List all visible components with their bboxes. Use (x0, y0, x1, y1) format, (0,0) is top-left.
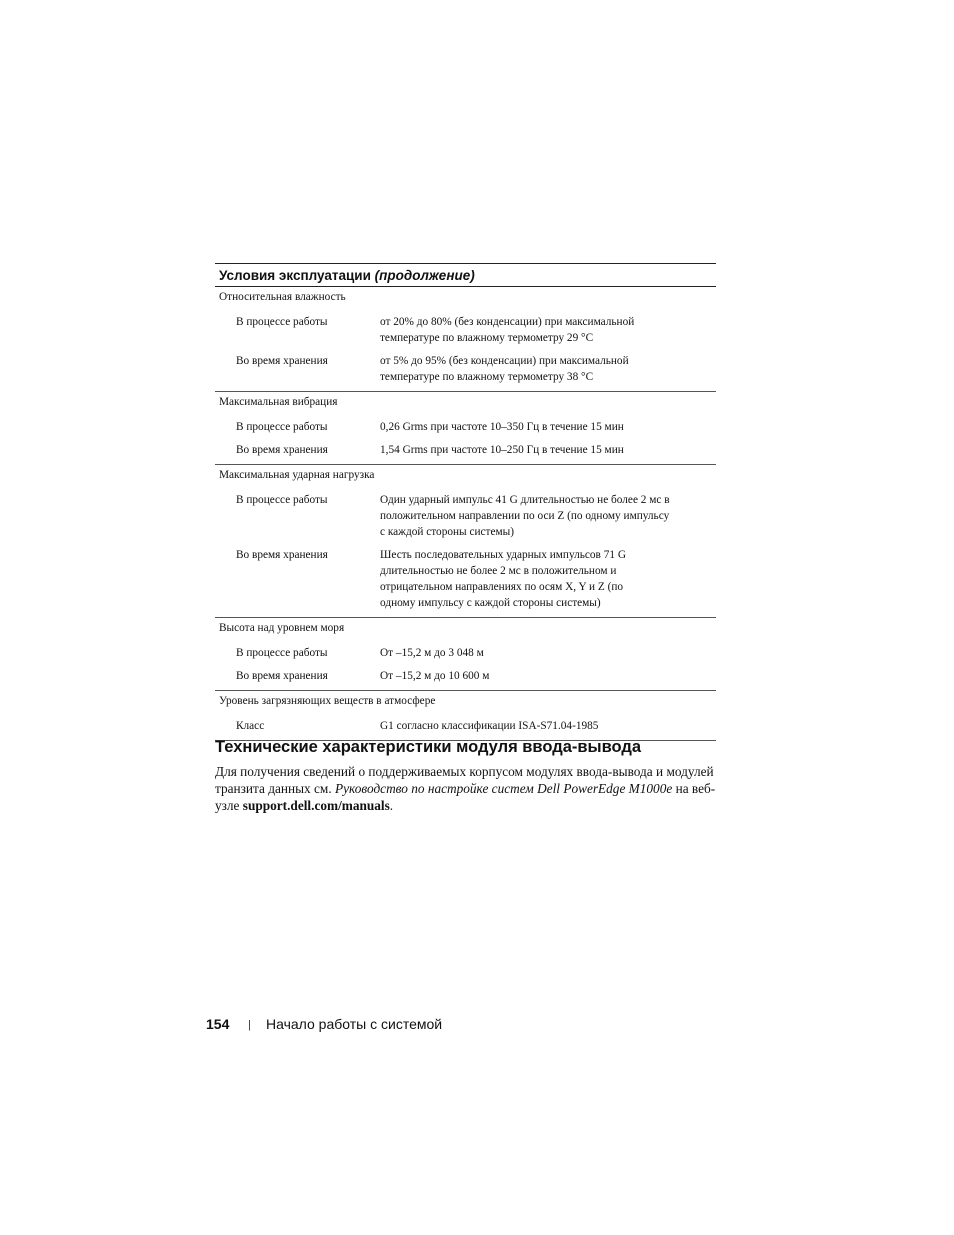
group-title: Максимальная вибрация (219, 396, 338, 408)
row-label: Класс (236, 720, 265, 732)
value-line: от 5% до 95% (без конденсации) при максимальной (380, 355, 629, 367)
table-row (215, 419, 716, 435)
value-line: Один ударный импульс 41 G длительностью не более 2 мс в (380, 494, 670, 506)
value-line: отрицательном направлениях по осям X, Y и Z (по (380, 581, 624, 593)
row-label: Во время хранения (236, 549, 328, 561)
support-link[interactable]: support.dell.com/manuals (242, 798, 390, 813)
value-line: температуре по влажному термометру 38 °C (380, 371, 594, 383)
row-value (380, 353, 695, 385)
row-label: В процессе работы (236, 647, 328, 659)
paragraph-text: на веб- (672, 781, 716, 796)
table-row (215, 442, 716, 458)
value-line: 0,26 Grms при частоте 10–350 Гц в течение 15 мин (380, 421, 624, 433)
environment-table (215, 263, 716, 741)
row-label: В процессе работы (236, 421, 328, 433)
value-line: положительном направлении по оси Z (по одному импульсу (380, 510, 670, 522)
row-value (380, 314, 695, 346)
group-title: Относительная влажность (219, 291, 346, 303)
row-value (380, 547, 695, 611)
table-header-title: Условия эксплуатации (219, 268, 371, 283)
row-value (380, 419, 695, 435)
value-line: G1 согласно классификации ISA-S71.04-1985 (380, 720, 599, 732)
row-value (380, 668, 695, 684)
paragraph-text: транзита данных см. (215, 781, 335, 796)
table-row (215, 668, 716, 684)
value-line: с каждой стороны системы) (380, 526, 514, 538)
row-value (380, 718, 695, 734)
section-heading: Технические характеристики модуля ввода-вывода (215, 738, 642, 756)
value-line: Шесть последовательных ударных импульсов 71 G (380, 549, 626, 561)
value-line: От –15,2 м до 10 600 м (380, 670, 490, 682)
table-row (215, 314, 716, 346)
table-group (215, 465, 716, 618)
footer-title: Начало работы с системой (266, 1016, 443, 1032)
page-number: 154 (206, 1016, 230, 1032)
table-group (215, 287, 716, 392)
table-header-continued: (продолжение) (374, 268, 475, 283)
row-label: Во время хранения (236, 670, 328, 682)
value-line: От –15,2 м до 3 048 м (380, 647, 484, 659)
group-title: Максимальная ударная нагрузка (219, 469, 375, 481)
section-paragraph (215, 763, 720, 814)
group-title: Уровень загрязняющих веществ в атмосфере (219, 695, 436, 707)
value-line: от 20% до 80% (без конденсации) при максимальной (380, 316, 635, 328)
value-line: температуре по влажному термометру 29 °C (380, 332, 594, 344)
table-row (215, 353, 716, 385)
paragraph-line (215, 797, 720, 814)
table-group (215, 691, 716, 741)
table-row (215, 492, 716, 540)
value-line: одному импульсу с каждой стороны системы) (380, 597, 601, 609)
table-header (215, 263, 716, 287)
row-label: Во время хранения (236, 355, 328, 367)
table-group (215, 618, 716, 691)
table-group (215, 392, 716, 465)
paragraph-line: Для получения сведений о поддерживаемых корпусом модулях ввода-вывода и модулей (215, 764, 714, 779)
footer-separator: | (248, 1019, 251, 1031)
table-row (215, 718, 716, 734)
value-line: длительностью не более 2 мс в положительном и (380, 565, 617, 577)
row-label: В процессе работы (236, 494, 328, 506)
table-row (215, 645, 716, 661)
row-label: Во время хранения (236, 444, 328, 456)
manual-title: Руководство по настройке систем Dell PowerEdge M1000e (334, 781, 673, 796)
group-title: Высота над уровнем моря (219, 622, 345, 634)
row-label: В процессе работы (236, 316, 328, 328)
row-value (380, 442, 695, 458)
value-line: 1,54 Grms при частоте 10–250 Гц в течение 15 мин (380, 444, 624, 456)
table-row (215, 547, 716, 611)
row-value (380, 492, 695, 540)
row-value (380, 645, 695, 661)
paragraph-text: узле (215, 798, 243, 813)
table-body (215, 287, 716, 741)
paragraph-line (215, 780, 720, 797)
paragraph-text: . (389, 798, 394, 813)
